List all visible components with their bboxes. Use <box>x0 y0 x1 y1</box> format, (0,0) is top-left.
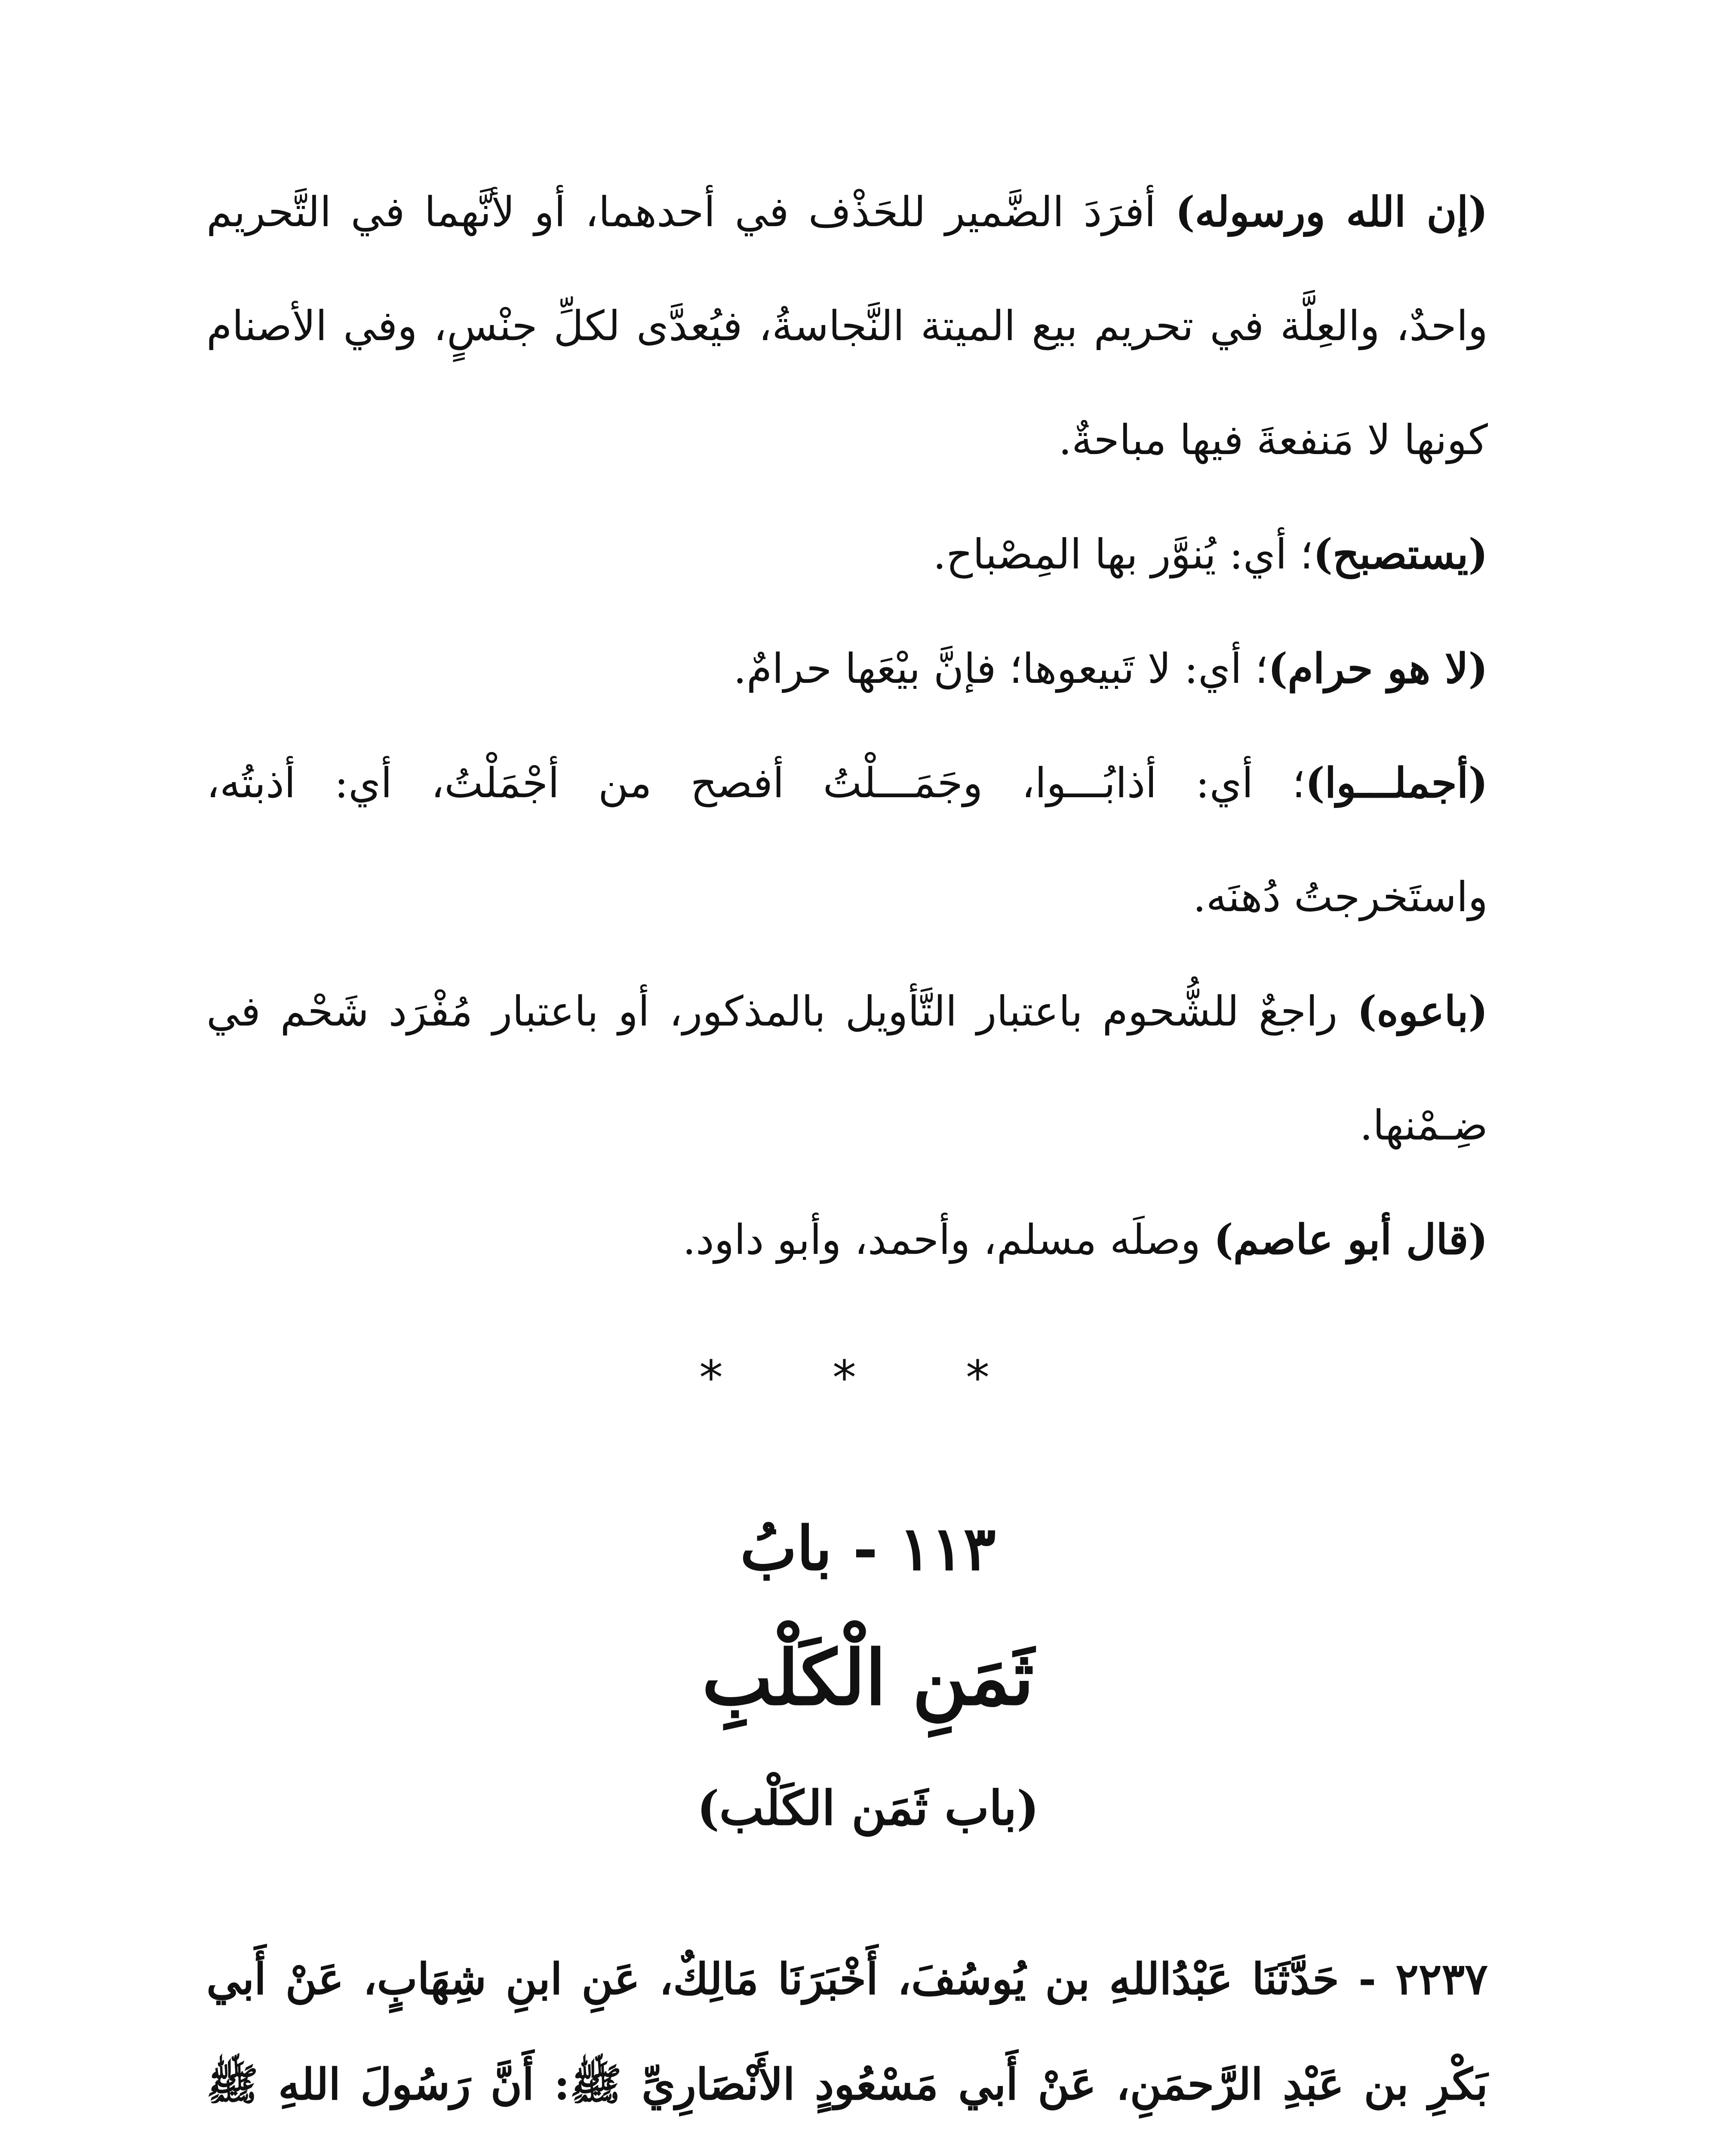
section-separator: * * * <box>699 1350 1037 1405</box>
commentary-paragraph <box>206 1182 1488 1297</box>
commentary-text: ؛ أي: لا تَبيعوها؛ فإنَّ بيْعَها حرامٌ. <box>733 645 1268 693</box>
commentary-text: ؛ أي: يُنوَّر بها المِصْباح. <box>933 530 1313 578</box>
commentary-term: (يستصبح) <box>1313 530 1488 578</box>
commentary-block <box>206 155 1488 1297</box>
chapter-subtitle: (باب ثَمَن الكَلْب) <box>697 1780 1039 1836</box>
commentary-paragraph <box>206 611 1488 726</box>
hadith-text: ٢٢٣٧ - حَدَّثَنَا عَبْدُاللهِ بن يُوسُفَ، أَخْبَرَنَا مَالِكٌ، عَنِ ابنِ شِهَابٍ، عَنْ أَبي بَكْرِ بن عَبْدِ الرَّحمَنِ، عَنْ أَبي مَسْعُودٍ الأَنْصَارِيِّ ﷺ: أَنَّ رَسُولَ اللهِ ﷺ <box>206 1953 1488 2110</box>
commentary-term: (إن الله ورسوله) <box>1175 187 1488 236</box>
commentary-text: أفرَدَ الضَّمير للحَذْف في أحدهما، أو لأنَّهما في التَّحريم واحدٌ، والعِلَّة في تحريم بيع الميتة النَّجاسةُ، فيُعدَّى لكلِّ جنْسٍ، وفي الأصنام كونها لا مَنفعةَ فيها مباحةٌ. <box>206 188 1488 464</box>
commentary-text: راجعٌ للشُّحوم باعتبار التَّأويل بالمذكور، أو باعتبار مُفْرَد شَحْم في ضِـمْنها. <box>206 987 1488 1149</box>
commentary-text: وصلَه مسلم، وأحمد، وأبو داود. <box>682 1216 1214 1264</box>
commentary-paragraph <box>206 954 1488 1182</box>
commentary-text: ؛ أي: أذابُـــوا، وجَمَـــلْتُ أفصح من أجْمَلْتُ، أي: أذبتُه، واستَخرجتُ دُهنَه. <box>206 759 1488 921</box>
commentary-paragraph <box>206 155 1488 497</box>
hadith-block <box>206 1926 1488 2150</box>
commentary-paragraph <box>206 497 1488 611</box>
commentary-term: (أجملـــوا) <box>1305 759 1488 807</box>
chapter-number: ١١٣ - بابُ <box>740 1514 996 1584</box>
commentary-paragraph <box>206 726 1488 954</box>
commentary-term: (قال أبو عاصم) <box>1214 1215 1488 1264</box>
commentary-term: (لا هو حرام) <box>1268 644 1488 693</box>
commentary-term: (باعوه) <box>1357 987 1488 1035</box>
chapter-title: ثَمَنِ الْكَلْبِ <box>702 1634 1034 1722</box>
